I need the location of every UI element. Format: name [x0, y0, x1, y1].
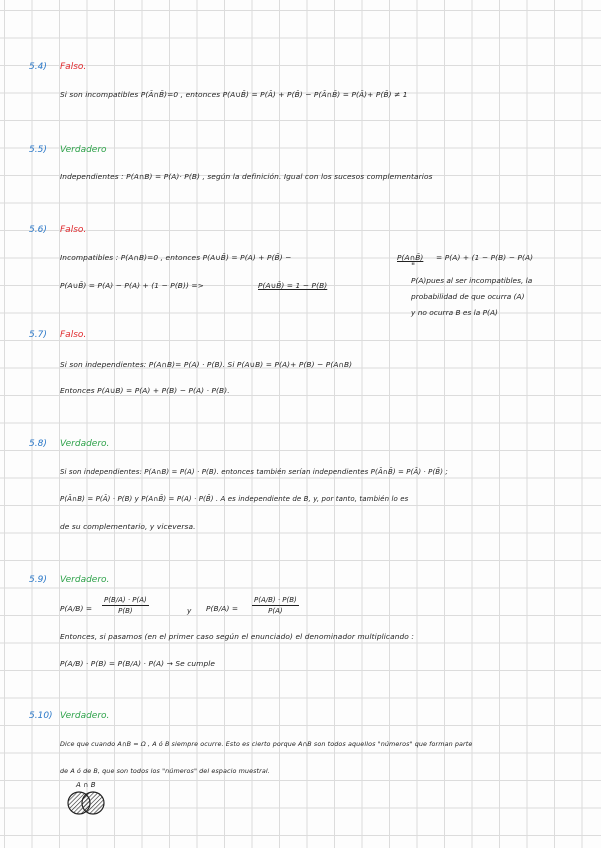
side-note-line: y no ocurra B es la P(A) [411, 308, 498, 317]
answer-line: de su complementario, y viceversa. [60, 522, 196, 531]
answer-line: Dice que cuando A∩B = Ω , A ó B siempre ocurre. Esto es cierto porque A∩B son todos aquellos "números" que forman parte [60, 740, 473, 748]
side-note-line: probabilidad de que ocurra (A) [411, 292, 525, 301]
section-number: 5.4) [29, 62, 47, 72]
section-number: 5.10) [29, 711, 53, 721]
fraction-numerator: P(A/B) · P(B) [254, 596, 297, 604]
answer-line: Entonces, si pasamos (en el primer caso según el enunciado) el denominador multiplicando : [60, 632, 414, 641]
verdict-true: Verdadero. [60, 439, 110, 449]
section-number: 5.7) [29, 330, 47, 340]
verdict-true: Verdadero. [60, 575, 110, 585]
verdict-false: Falso. [60, 330, 87, 340]
section-number: 5.9) [29, 575, 47, 585]
fraction [252, 596, 299, 615]
answer-line: Si son independientes: P(A∩B) = P(A) · P(B). entonces también serían independientes P(Ā∩B̄) = P(Ā) · P(B̄) ; [60, 468, 448, 476]
underlined-term: P(A∩B̄) [397, 253, 424, 262]
venn-label: A ∩ B [76, 781, 96, 789]
verdict-true: Verdadero. [60, 711, 110, 721]
fraction-lhs: P(A/B) = [60, 604, 93, 613]
brace-marker: " [411, 262, 416, 272]
connector: y [187, 606, 192, 615]
answer-line: de A ó de B, que son todos los "números" del espacio muestral. [60, 767, 270, 775]
verdict-false: Falso. [60, 62, 87, 72]
venn-diagram-icon [64, 788, 110, 818]
answer-line: = P(A) + (1 − P(B) − P(A) [436, 253, 534, 262]
answer-line: Incompatibles : P(A∩B)=0 , entonces P(A∪B̄) = P(A) + P(B̄) − [60, 253, 292, 262]
section-number: 5.5) [29, 145, 47, 155]
answer-line: P(A/B) · P(B) = P(B/A) · P(A) → Se cumple [60, 659, 216, 668]
answer-line: P(Ā∩B) = P(Ā) · P(B) y P(A∩B̄) = P(A) · P(B̄) . A es independiente de B, y, por tanto, también lo es [60, 495, 409, 503]
result-underlined: P(A∪B̄) = 1 − P(B) [258, 281, 328, 290]
answer-line: Si son independientes: P(A∩B)= P(A) · P(B). Si P(A∪B) = P(A)+ P(B) − P(A∩B) [60, 360, 353, 369]
side-note-line: P(A)pues al ser incompatibles, la [411, 276, 533, 285]
answer-line: Entonces P(A∪B) = P(A) + P(B) − P(A) · P(B). [60, 386, 230, 395]
section-number: 5.8) [29, 439, 47, 449]
fraction-denominator: P(B) [118, 607, 133, 615]
answer-line: Si son incompatibles P(Ā∩B̄)=0 , entonces P(A∪B̄) = P(Ā) + P(B̄) − P(Ā∩B̄) = P(Ā)+ P(B̄) ≠ 1 [60, 90, 408, 99]
fraction-lhs: P(B/A) = [206, 604, 239, 613]
verdict-true: Verdadero [60, 145, 107, 155]
verdict-false: Falso. [60, 225, 87, 235]
fraction [102, 596, 149, 615]
answer-line: Independientes : P(A∩B) = P(A)· P(B) , según la definición. Igual con los sucesos complementarios [60, 172, 433, 181]
answer-line: P(A∪B̄) = P(A) − P(A) + (1 − P(B)) => [60, 281, 204, 290]
fraction-numerator: P(B/A) · P(A) [104, 596, 147, 604]
section-number: 5.6) [29, 225, 47, 235]
fraction-denominator: P(A) [268, 607, 283, 615]
